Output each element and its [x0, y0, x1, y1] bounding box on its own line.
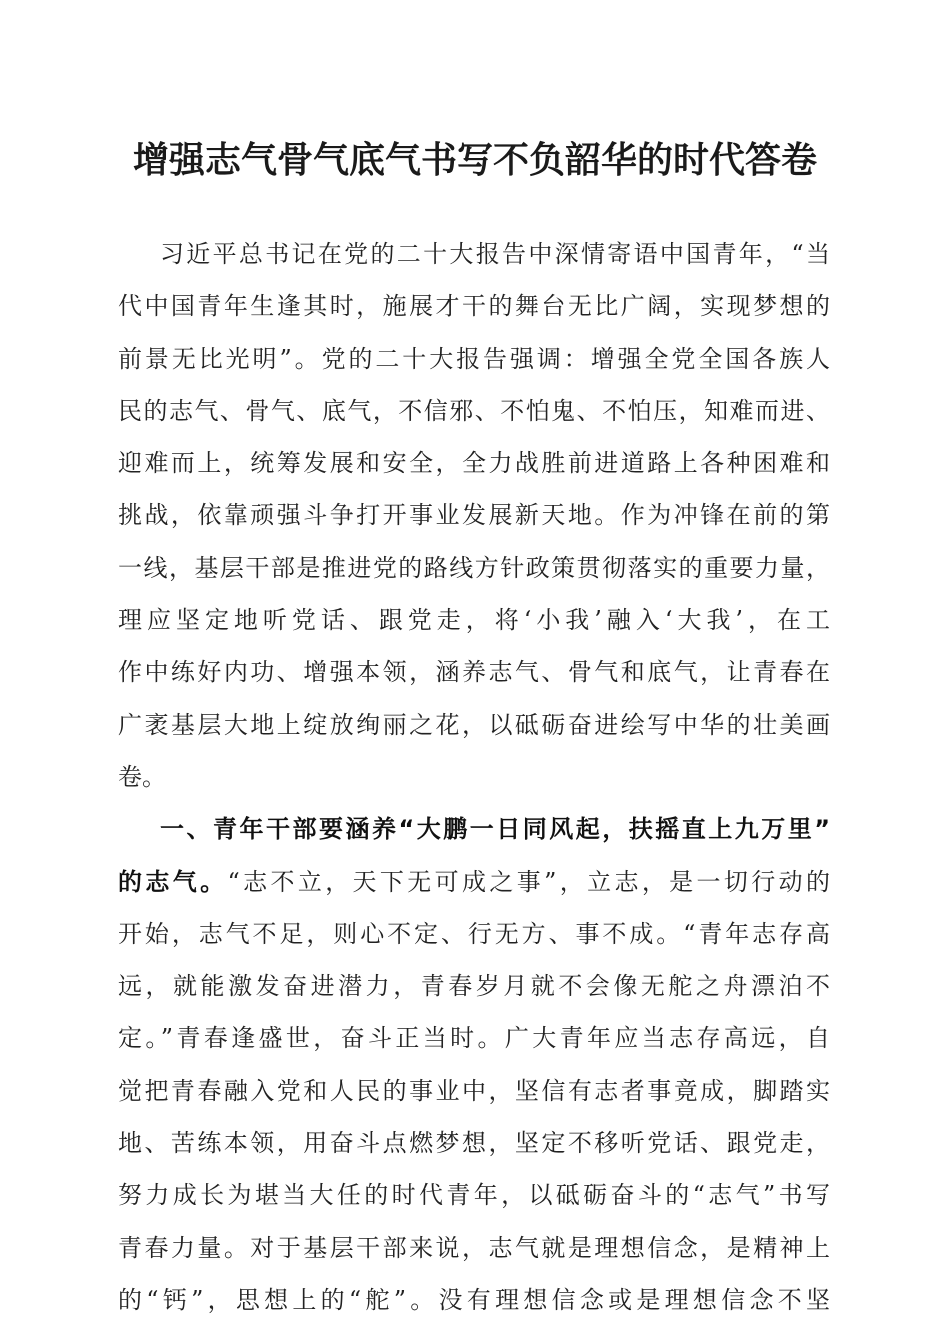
text-line: 觉把青春融入党和人民的事业中，坚信有志者事竟成，脚踏实 — [118, 1076, 830, 1105]
text-line: 作中练好内功、增强本领，涵养志气、骨气和底气，让青春在 — [118, 658, 830, 687]
text-line: 代中国青年生逢其时，施展才干的舞台无比广阔，实现梦想的 — [118, 292, 830, 321]
text-line: 远，就能激发奋进潜力，青春岁月就不会像无舵之舟漂泊不 — [118, 972, 830, 1001]
text-line: 的“钙”，思想上的“舵”。没有理想信念或是理想信念不坚 — [118, 1285, 830, 1314]
text-line: 广袤基层大地上绽放绚丽之花，以砥砺奋进绘写中华的壮美画 — [118, 710, 830, 739]
text-line: 开始，志气不足，则心不定、行无方、事不成。“青年志存高 — [118, 919, 830, 948]
text-line: 青春力量。对于基层干部来说，志气就是理想信念，是精神上 — [118, 1233, 830, 1262]
text-line — [118, 856, 830, 908]
text-line: 习近平总书记在党的二十大报告中深情寄语中国青年，“当 — [160, 240, 830, 268]
text-line: 民的志气、骨气、底气，不信邪、不怕鬼、不怕压，知难而进、 — [118, 396, 830, 425]
section-heading: 一、青年干部要涵养“大鹏一日同风起，扶摇直上九万里” — [160, 815, 830, 844]
document-title: 增强志气骨气底气书写不负韶华的时代答卷 — [132, 139, 817, 181]
paragraph-intro — [118, 228, 830, 803]
text-line: 地、苦练本领，用奋斗点燃梦想，坚定不移听党话、跟党走， — [118, 1129, 830, 1158]
text-line: 定。”青春逢盛世，奋斗正当时。广大青年应当志存高远，自 — [118, 1024, 830, 1053]
text-line: 理应坚定地听党话、跟党走，将‘小我’融入‘大我’，在工 — [118, 606, 830, 635]
document-body — [118, 228, 830, 1326]
section-one — [118, 803, 830, 1326]
section-heading-tail: 的志气。 — [118, 867, 228, 896]
text-line: 前景无比光明”。党的二十大报告强调：增强全党全国各族人 — [118, 344, 830, 373]
text-line: 挑战，依靠顽强斗争打开事业发展新天地。作为冲锋在前的第 — [118, 501, 830, 530]
text-run: “志不立，天下无可成之事”，立志，是一切行动的 — [227, 867, 831, 896]
text-line: 迎难而上，统筹发展和安全，全力战胜前进道路上各种困难和 — [118, 449, 830, 478]
text-line: 卷。 — [118, 762, 166, 791]
text-line: 努力成长为堪当大任的时代青年，以砥砺奋斗的“志气”书写 — [118, 1181, 830, 1210]
text-line: 一线，基层干部是推进党的路线方针政策贯彻落实的重要力量， — [118, 553, 830, 582]
